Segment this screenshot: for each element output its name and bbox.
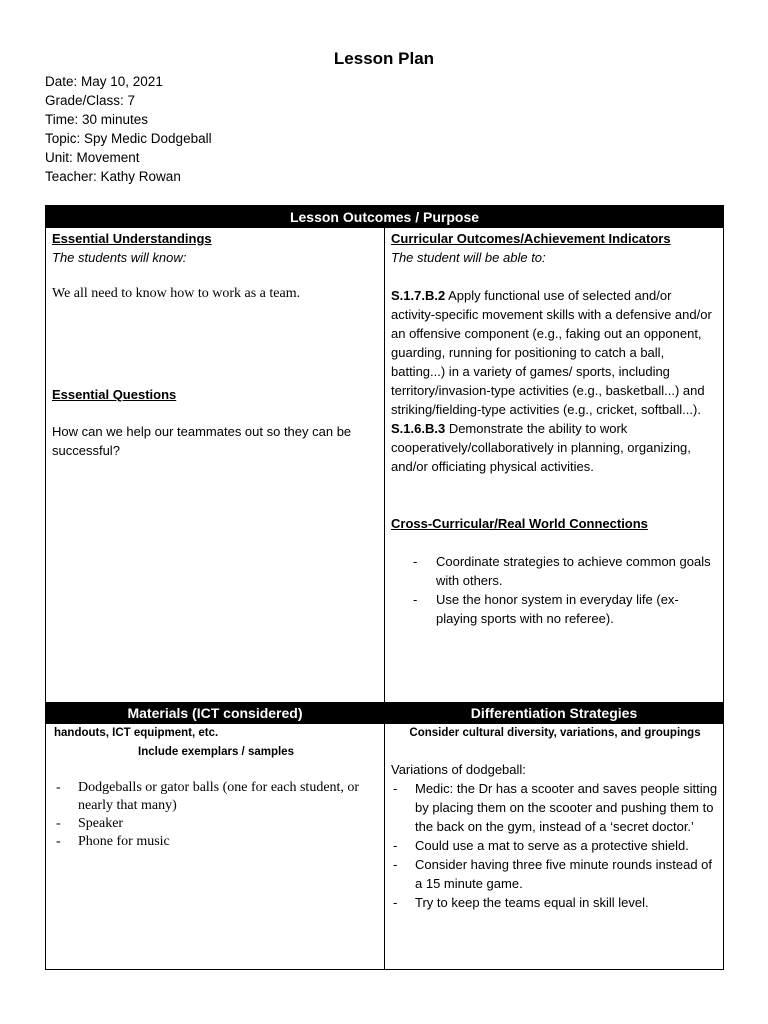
essential-understandings-heading: Essential Understandings	[52, 231, 212, 246]
connections-list	[391, 552, 719, 628]
materials-list	[54, 779, 378, 851]
lesson-table	[45, 205, 724, 970]
essential-questions-text: How can we help our teammates out so they can be successful?	[52, 424, 352, 458]
materials-note-1: handouts, ICT equipment, etc.	[54, 727, 219, 739]
list-item: - Speaker	[54, 815, 378, 833]
differentiation-intro: Variations of dodgeball:	[391, 762, 526, 777]
differentiation-cell	[391, 724, 719, 912]
document-title: Lesson Plan	[333, 49, 435, 68]
materials-differentiation-header	[46, 702, 723, 724]
list-item: - Phone for music	[54, 833, 378, 851]
meta-date: Date: May 10, 2021	[45, 74, 163, 89]
materials-cell	[54, 724, 378, 851]
differentiation-header: Differentiation Strategies	[470, 705, 638, 721]
materials-header: Materials (ICT considered)	[127, 705, 303, 721]
outcome-2-text: Demonstrate the ability to work cooperatively/collaboratively in planning, organizing, and/or officiating physical activities.	[391, 421, 691, 474]
outcomes-header: Lesson Outcomes / Purpose	[46, 206, 723, 228]
outcome-2-code: S.1.6.B.3	[391, 421, 446, 436]
list-item: - Dodgeballs or gator balls (one for each student, or nearly that many)	[54, 779, 378, 815]
meta-teacher: Teacher: Kathy Rowan	[45, 169, 181, 184]
outcome-1	[391, 286, 719, 419]
list-item: - Could use a mat to serve as a protective shield.	[391, 836, 719, 855]
curricular-outcomes-cell	[391, 229, 719, 628]
list-item: - Try to keep the teams equal in skill level.	[391, 893, 719, 912]
essential-understandings-subheading: The students will know:	[52, 250, 187, 265]
outcome-1-code: S.1.7.B.2	[391, 288, 446, 303]
essential-questions-heading: Essential Questions	[52, 387, 177, 402]
meta-grade: Grade/Class: 7	[45, 93, 136, 108]
differentiation-note: Consider cultural diversity, variations, and groupings	[409, 727, 701, 739]
differentiation-list	[391, 779, 719, 912]
outcome-1-text: Apply functional use of selected and/or activity-specific movement skills with a defensive and/or an offensive component (e.g., faking out an opponent, guarding, running for positioning to catch a ball, batting...) in a variety of games/ sports, including territory/invasion-type activities (e.g., basketball...) and striking/fielding-type activities (e.g., cricket, softball...).	[391, 288, 712, 417]
outcome-2	[391, 419, 719, 476]
meta-topic: Topic: Spy Medic Dodgeball	[45, 131, 212, 146]
lesson-meta	[45, 72, 212, 186]
list-item: - Coordinate strategies to achieve common goals with others.	[391, 552, 719, 590]
essential-understandings-cell	[52, 229, 378, 460]
list-item: - Medic: the Dr has a scooter and saves people sitting by placing them on the scooter and pushing them to the back on the gym, instead of a ‘secret doctor.’	[391, 779, 719, 836]
essential-understanding-text: We all need to know how to work as a team.	[52, 286, 301, 301]
curricular-outcomes-subheading: The student will be able to:	[391, 250, 546, 265]
list-item: - Use the honor system in everyday life (ex- playing sports with no referee).	[391, 590, 719, 628]
materials-note-2: Include exemplars / samples	[138, 746, 294, 758]
column-divider	[384, 228, 385, 970]
list-item: - Consider having three five minute rounds instead of a 15 minute game.	[391, 855, 719, 893]
meta-unit: Unit: Movement	[45, 150, 140, 165]
connections-heading: Cross-Curricular/Real World Connections	[391, 516, 648, 531]
curricular-outcomes-heading: Curricular Outcomes/Achievement Indicators	[391, 231, 671, 246]
meta-time: Time: 30 minutes	[45, 112, 149, 127]
